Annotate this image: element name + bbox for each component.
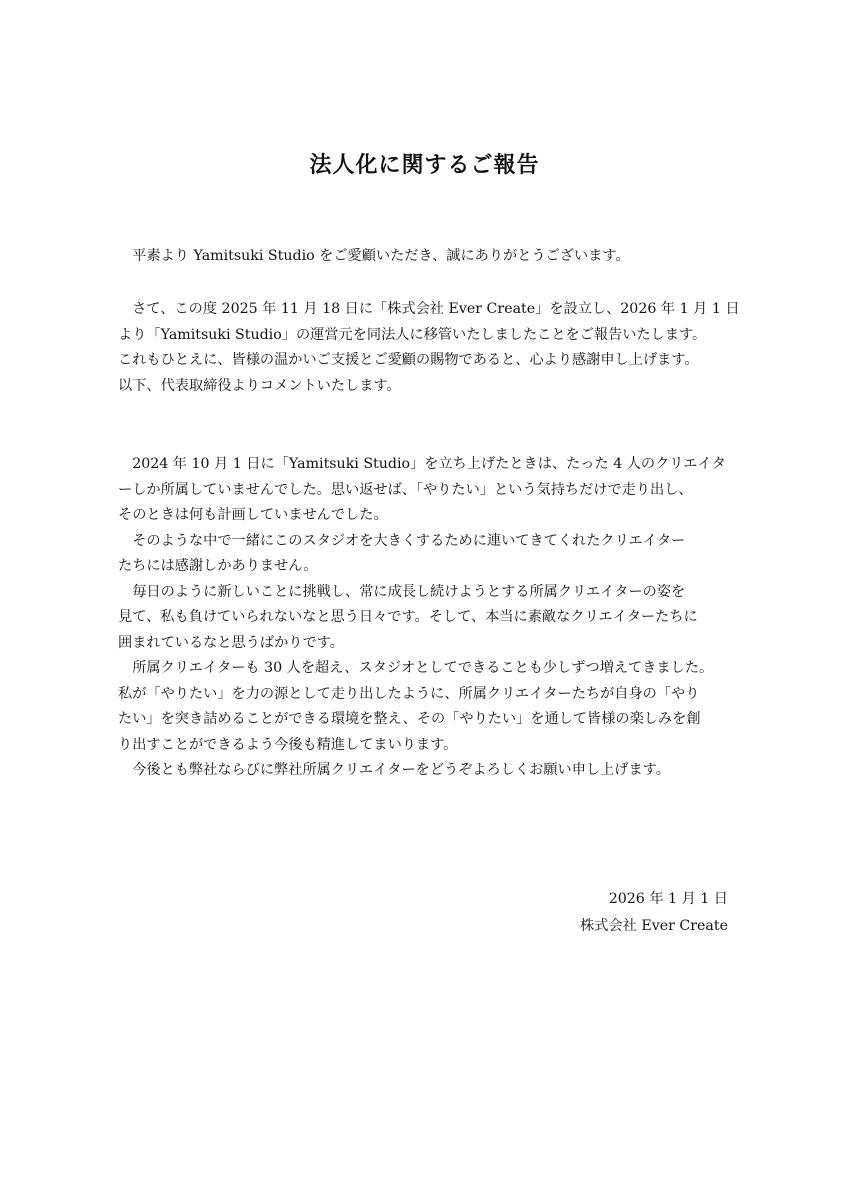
comment-line: 囲まれているなと思うばかりです。 <box>118 634 344 651</box>
comment-line: 2024 年 10 月 1 日に「Yamitsuki Studio」を立ち上げたときは、たった 4 人のクリエイタ <box>132 456 726 472</box>
comment-line: 私が「やりたい」を力の源として走り出したように、所属クリエイターたちが自身の「やり <box>118 685 700 702</box>
comment-line: ーしか所属していませんでした。思い返せば、「やりたい」という気持ちだけで走り出し、 <box>118 481 693 498</box>
comment-line: そのような中で一緒にこのスタジオを大きくするために連いてきてくれたクリエイター <box>132 532 686 549</box>
comment-line: 今後とも弊社ならびに弊社所属クリエイターをどうぞよろしくお願い申し上げます。 <box>132 762 670 778</box>
announcement-line: さて、この度 2025 年 11 月 18 日に「株式会社 Ever Create」を設立し、2026 年 1 月 1 日 <box>132 301 740 317</box>
greeting-paragraph <box>118 244 732 270</box>
comment-line: たい」を突き詰めることができる環境を整え、その「やりたい」を通して皆様の楽しみを創 <box>118 711 701 727</box>
comment-line: 所属クリエイターも 30 人を超え、スタジオとしてできることも少しずつ増えてきました。 <box>132 660 714 676</box>
announcement-line: より「Yamitsuki Studio」の運営元を同法人に移管いたしましたことをご報告いたします。 <box>118 326 707 343</box>
issue-date: 2026 年 1 月 1 日 <box>608 891 728 907</box>
comment-line: たちには感謝しかありません。 <box>118 558 318 574</box>
comment-line: 毎日のように新しいことに挑戦し、常に成長し続けようとする所属クリエイターの姿を <box>132 583 686 600</box>
company-name: 株式会社 Ever Create <box>580 918 728 934</box>
comment-line: り出すことができるよう今後も精進してまいります。 <box>118 736 458 753</box>
announcement-line: 以下、代表取締役よりコメントいたします。 <box>118 377 401 394</box>
announcement-line: これもひとえに、皆様の温かいご支援とご愛顧の賜物であると、心より感謝申し上げます。 <box>118 352 699 368</box>
greeting-line: 平素より Yamitsuki Studio をご愛顧いただき、誠にありがとうございます。 <box>132 248 630 264</box>
page-title: 法人化に関するご報告 <box>309 153 540 178</box>
signature-block <box>580 886 728 940</box>
comment-line: 見て、私も負けていられないなと思う日々です。そして、本当に素敵なクリエイターたちに <box>118 609 698 625</box>
ceo-comment-paragraph <box>118 452 732 784</box>
comment-line: そのときは何も計画していませんでした。 <box>118 507 388 523</box>
announcement-paragraph <box>118 297 740 399</box>
